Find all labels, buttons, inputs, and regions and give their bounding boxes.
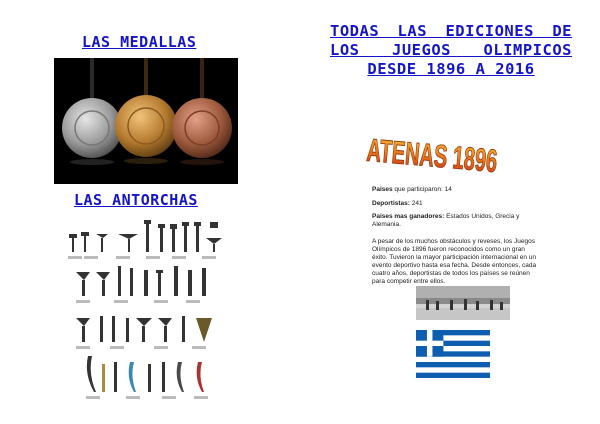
medals-title: LAS MEDALLAS: [82, 33, 197, 51]
main-title-line-2: LOS JUEGOS OLIMPICOS: [330, 41, 572, 59]
deportistas-value: 241: [409, 200, 423, 207]
atenas-1896-text: ATENAS 1896: [365, 131, 499, 180]
greek-flag: [416, 330, 490, 378]
stadium-photo: [416, 286, 510, 320]
ganadores-value: Estados Unidos, Grecia y Alemania.: [372, 213, 520, 228]
main-title-line-3: DESDE 1896 A 2016: [367, 60, 535, 78]
medals-photo: [54, 58, 238, 184]
ganadores-line: [372, 213, 537, 229]
ganadores-label: Paises mas ganadores:: [372, 213, 445, 220]
paises-label: Paises: [372, 186, 393, 193]
deportistas-line: [372, 200, 423, 208]
torches-chart-image: [62, 214, 228, 404]
torches-title: LAS ANTORCHAS: [74, 191, 198, 209]
main-title: [330, 22, 572, 79]
atenas-1896-wordart: [365, 128, 499, 183]
main-title-line-1: TODAS LAS EDICIONES DE: [330, 22, 572, 40]
deportistas-label: Deportistas:: [372, 200, 410, 207]
paises-text: que participaron: 14: [392, 186, 452, 193]
paises-line: [372, 186, 452, 194]
history-paragraph: A pesar de los muchos obstáculos y reveses, los Juegos Olímpicos de 1896 fueron reconocidos como un gran éxito. Tuvieron la mayor participación internacional en un evento deportivo hasta esa fecha. Desde entonces, cada cuatro años, deportistas de todos los países se reúnen para competir entre ellos.: [372, 238, 537, 285]
